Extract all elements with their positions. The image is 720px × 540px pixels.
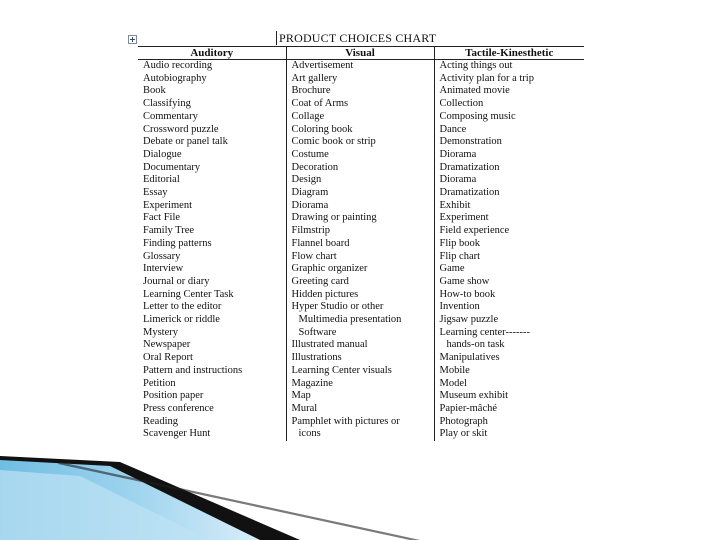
table-row — [138, 314, 584, 327]
visual-cell: icons — [286, 428, 434, 441]
tactile-kinesthetic-cell: Dramatization — [434, 187, 584, 200]
table-row — [138, 251, 584, 264]
table-row — [138, 212, 584, 225]
tactile-kinesthetic-cell: Jigsaw puzzle — [434, 314, 584, 327]
auditory-cell: Classifying — [143, 98, 191, 110]
tactile-kinesthetic-cell: Exhibit — [434, 200, 584, 213]
auditory-cell: Commentary — [143, 110, 198, 122]
tactile-kinesthetic-cell: Animated movie — [434, 85, 584, 98]
visual-cell: Magazine — [286, 378, 434, 391]
visual-cell: Design — [286, 174, 434, 187]
visual-cell: Hyper Studio or other — [286, 301, 434, 314]
table-row — [138, 352, 584, 365]
table-row — [138, 365, 584, 378]
visual-cell: Graphic organizer — [286, 263, 434, 276]
visual-cell: Coloring book — [286, 124, 434, 137]
tactile-kinesthetic-cell: Model — [434, 378, 584, 391]
auditory-cell: Petition — [143, 377, 176, 389]
visual-cell: Software — [286, 327, 434, 340]
visual-cell: Diagram — [286, 187, 434, 200]
table-row — [138, 85, 584, 98]
table-row — [138, 187, 584, 200]
tactile-kinesthetic-cell: Field experience — [434, 225, 584, 238]
expand-plus-icon[interactable] — [128, 35, 137, 44]
auditory-cell: Newspaper — [143, 339, 191, 351]
table-row — [138, 238, 584, 251]
tactile-kinesthetic-cell: Papier-mâché — [434, 403, 584, 416]
auditory-cell: Position paper — [143, 390, 204, 402]
tactile-kinesthetic-cell: Demonstration — [434, 136, 584, 149]
visual-cell: Comic book or strip — [286, 136, 434, 149]
auditory-cell: Essay — [143, 187, 168, 199]
table-row — [138, 390, 584, 403]
tactile-kinesthetic-cell: Museum exhibit — [434, 390, 584, 403]
tactile-kinesthetic-cell: hands-on task — [434, 339, 584, 352]
tactile-kinesthetic-cell: How-to book — [434, 289, 584, 302]
visual-cell: Coat of Arms — [286, 98, 434, 111]
tactile-kinesthetic-cell: Play or skit — [434, 428, 584, 441]
chart-title: PRODUCT CHOICES CHART — [276, 31, 436, 45]
tactile-kinesthetic-cell: Photograph — [434, 416, 584, 429]
auditory-cell: Pattern and instructions — [143, 364, 243, 376]
visual-cell: Decoration — [286, 162, 434, 175]
table-row — [138, 136, 584, 149]
table-row — [138, 416, 584, 429]
table-row — [138, 327, 584, 340]
table-row — [138, 73, 584, 86]
auditory-cell: Dialogue — [143, 148, 182, 160]
auditory-cell: Reading — [143, 415, 178, 427]
tactile-kinesthetic-cell: Composing music — [434, 111, 584, 124]
auditory-cell: Debate or panel talk — [143, 136, 228, 148]
tactile-kinesthetic-cell: Flip book — [434, 238, 584, 251]
tactile-kinesthetic-cell: Diorama — [434, 149, 584, 162]
visual-cell: Flannel board — [286, 238, 434, 251]
auditory-cell: Oral Report — [143, 352, 193, 364]
tactile-kinesthetic-cell: Learning center------- — [434, 327, 584, 340]
tactile-kinesthetic-cell: Mobile — [434, 365, 584, 378]
visual-cell: Hidden pictures — [286, 289, 434, 302]
tactile-kinesthetic-cell: Invention — [434, 301, 584, 314]
table-row — [138, 111, 584, 124]
auditory-cell: Fact File — [143, 212, 181, 224]
auditory-cell: Documentary — [143, 161, 201, 173]
auditory-cell: Book — [143, 85, 166, 97]
tactile-kinesthetic-cell: Dramatization — [434, 162, 584, 175]
visual-cell: Illustrations — [286, 352, 434, 365]
visual-cell: Advertisement — [286, 60, 434, 73]
auditory-cell: Family Tree — [143, 225, 195, 237]
table-row — [138, 339, 584, 352]
tactile-kinesthetic-cell: Experiment — [434, 212, 584, 225]
auditory-cell: Glossary — [143, 250, 181, 262]
tactile-kinesthetic-cell: Acting things out — [434, 60, 584, 73]
auditory-cell: Letter to the editor — [143, 301, 222, 313]
visual-cell: Drawing or painting — [286, 212, 434, 225]
table-row — [138, 276, 584, 289]
visual-cell: Mural — [286, 403, 434, 416]
table-row — [138, 301, 584, 314]
table-row — [138, 225, 584, 238]
table-row — [138, 149, 584, 162]
auditory-cell: Autobiography — [143, 72, 207, 84]
table-row — [138, 263, 584, 276]
tactile-kinesthetic-cell: Diorama — [434, 174, 584, 187]
table-row — [138, 378, 584, 391]
table-row — [138, 124, 584, 137]
tactile-kinesthetic-cell: Manipulatives — [434, 352, 584, 365]
tactile-kinesthetic-cell: Collection — [434, 98, 584, 111]
visual-cell: Multimedia presentation — [286, 314, 434, 327]
header-auditory: Auditory — [138, 47, 286, 60]
tactile-kinesthetic-cell: Game show — [434, 276, 584, 289]
table-body — [138, 60, 584, 442]
visual-cell: Greeting card — [286, 276, 434, 289]
auditory-cell: Press conference — [143, 402, 214, 414]
auditory-cell: Limerick or riddle — [143, 314, 220, 326]
visual-cell: Costume — [286, 149, 434, 162]
visual-cell: Illustrated manual — [286, 339, 434, 352]
visual-cell: Learning Center visuals — [286, 365, 434, 378]
visual-cell: Pamphlet with pictures or — [286, 416, 434, 429]
auditory-cell: Mystery — [143, 326, 178, 338]
auditory-cell: Journal or diary — [143, 275, 210, 287]
visual-cell: Brochure — [286, 85, 434, 98]
table-row — [138, 289, 584, 302]
table-row — [138, 98, 584, 111]
visual-cell: Diorama — [286, 200, 434, 213]
visual-cell: Collage — [286, 111, 434, 124]
table-row — [138, 174, 584, 187]
visual-cell: Map — [286, 390, 434, 403]
table-row — [138, 403, 584, 416]
table-row — [138, 162, 584, 175]
visual-cell: Filmstrip — [286, 225, 434, 238]
visual-cell: Flow chart — [286, 251, 434, 264]
tactile-kinesthetic-cell: Flip chart — [434, 251, 584, 264]
header-visual: Visual — [286, 47, 434, 60]
auditory-cell: Scavenger Hunt — [143, 428, 211, 440]
auditory-cell: Editorial — [143, 174, 180, 186]
visual-cell: Art gallery — [286, 73, 434, 86]
product-choices-table — [138, 46, 584, 441]
tactile-kinesthetic-cell: Dance — [434, 124, 584, 137]
auditory-cell: Experiment — [143, 199, 192, 211]
auditory-cell: Interview — [143, 263, 184, 275]
tactile-kinesthetic-cell: Game — [434, 263, 584, 276]
table-row — [138, 428, 584, 441]
auditory-cell: Crossword puzzle — [143, 123, 219, 135]
auditory-cell: Audio recording — [143, 60, 213, 71]
auditory-cell: Learning Center Task — [143, 288, 234, 300]
table-row — [138, 60, 584, 73]
header-tactile-kinesthetic: Tactile-Kinesthetic — [434, 47, 584, 60]
tactile-kinesthetic-cell: Activity plan for a trip — [434, 73, 584, 86]
table-row — [138, 200, 584, 213]
auditory-cell: Finding patterns — [143, 237, 212, 249]
table-header-row — [138, 47, 584, 60]
